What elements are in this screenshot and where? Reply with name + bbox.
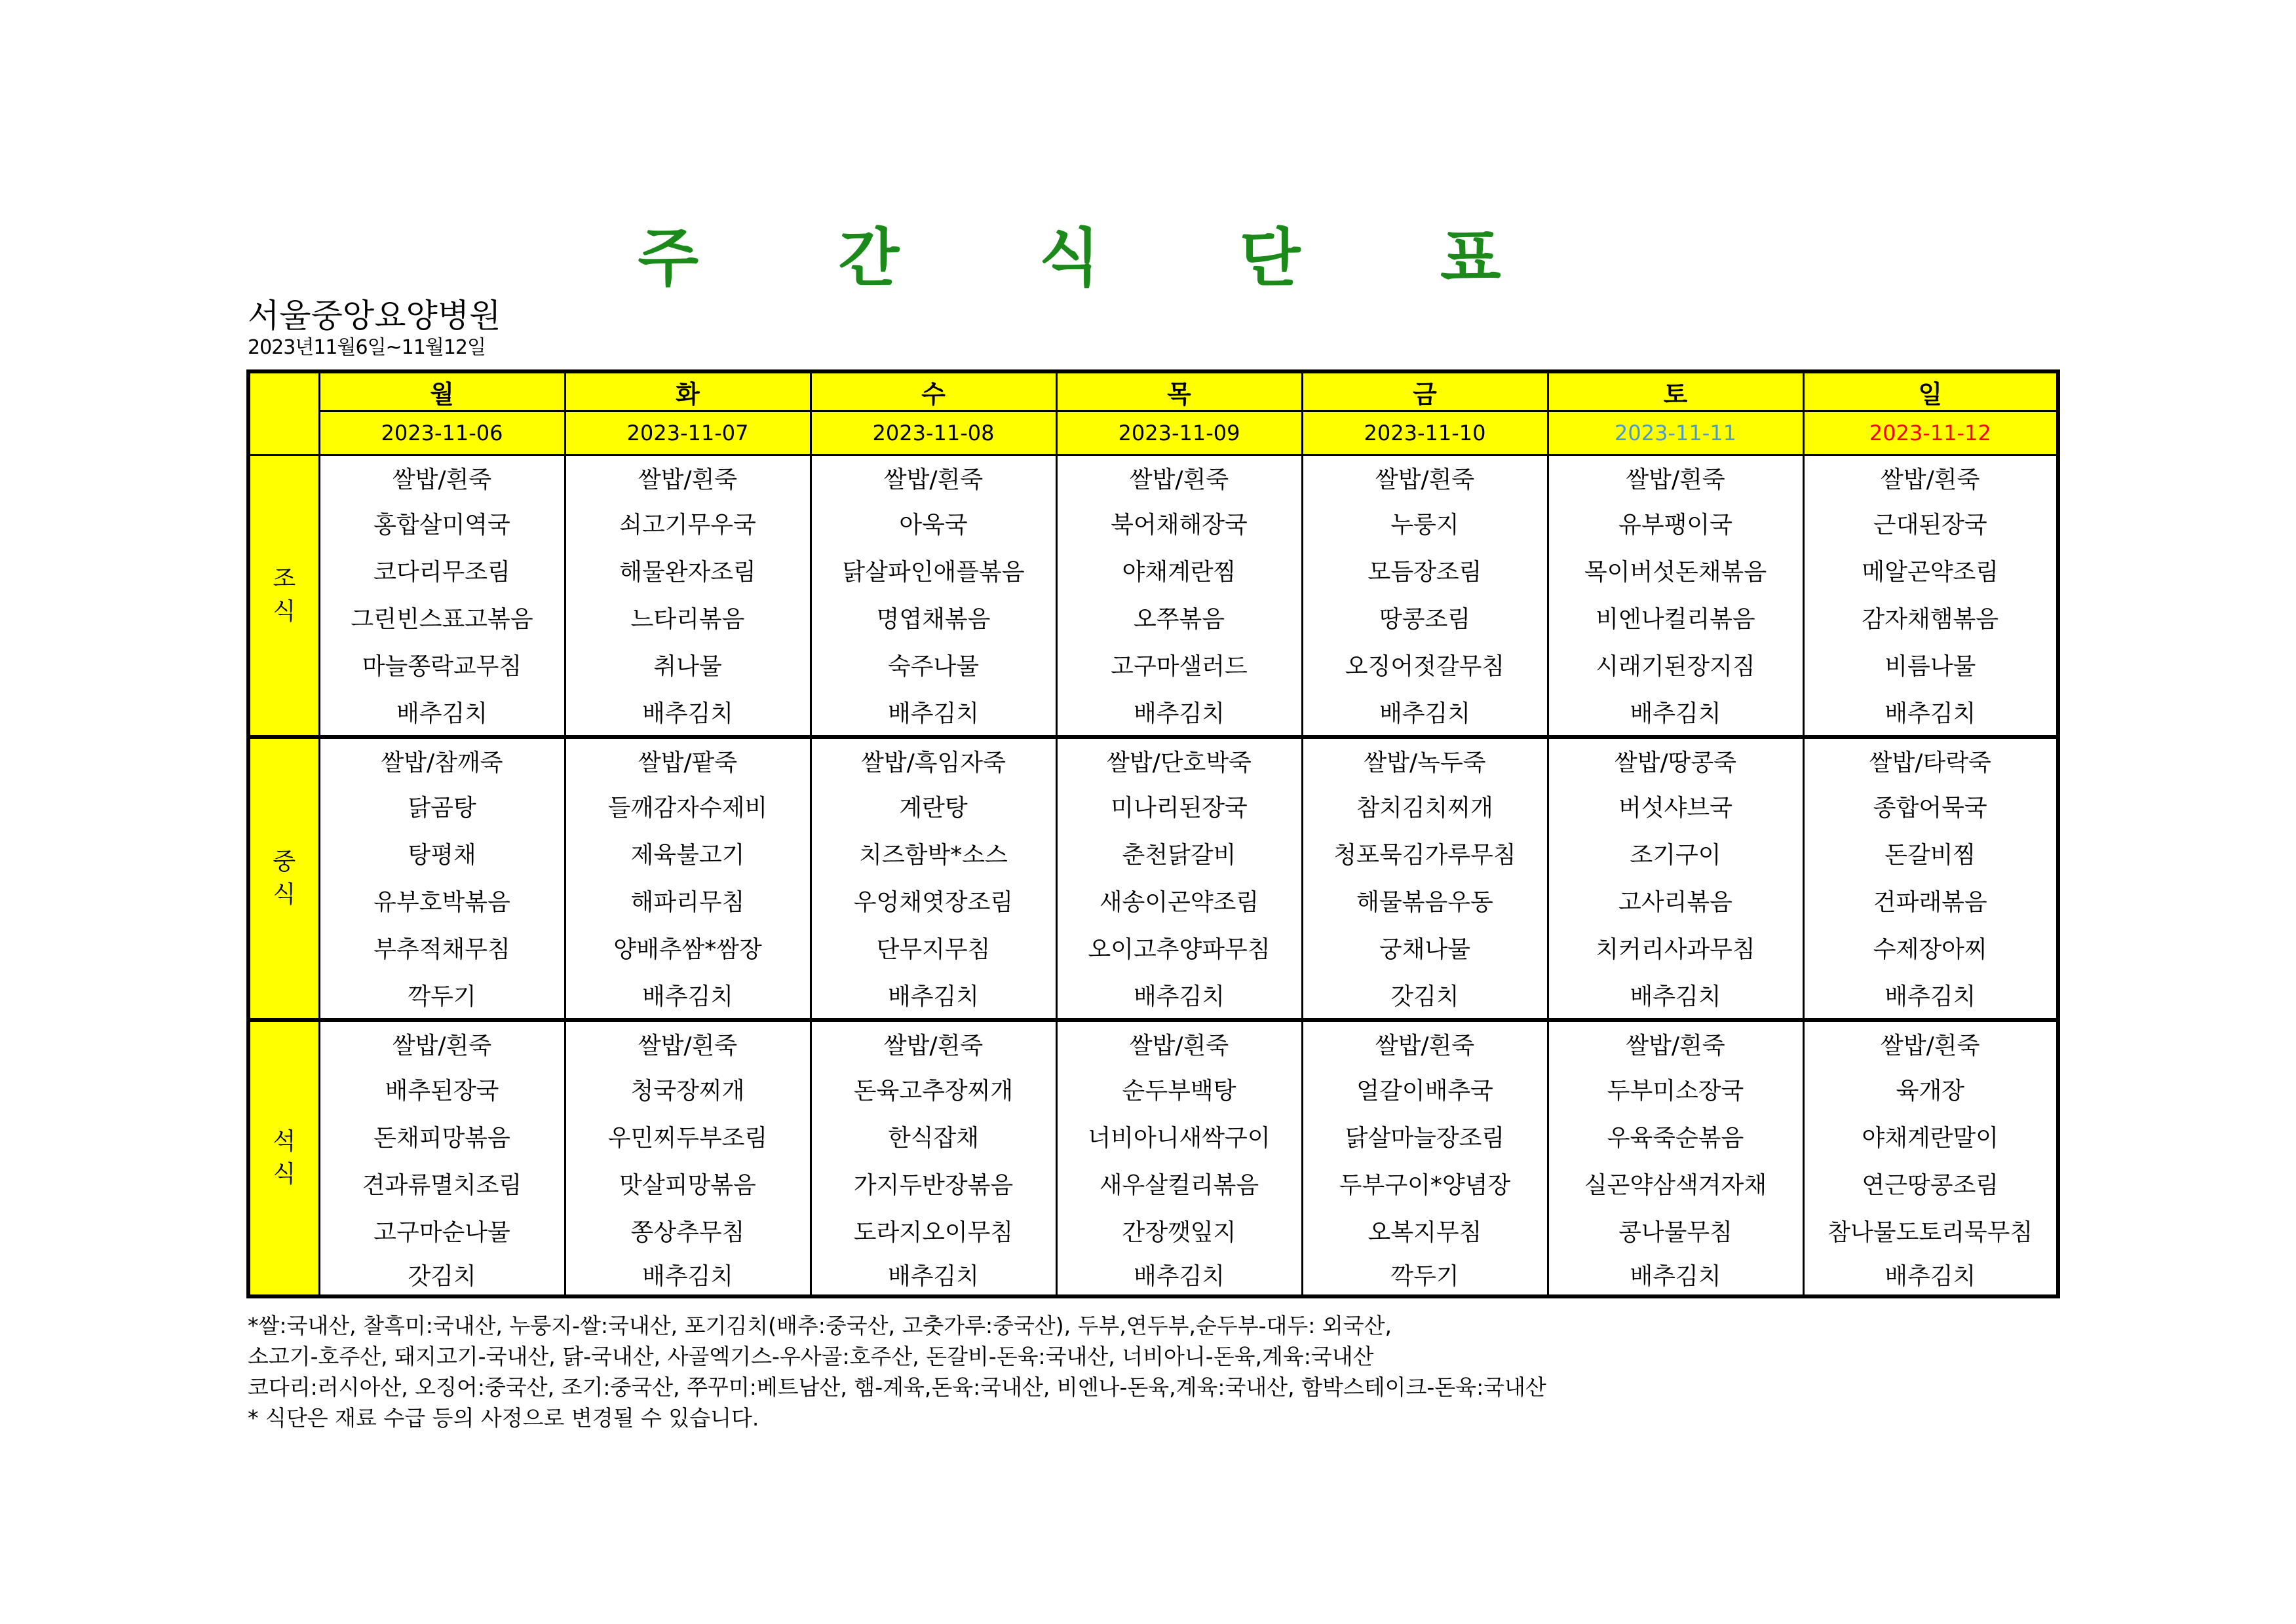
menu-item: 새송이곤약조림 xyxy=(1056,877,1302,924)
origin-note-line-2: 소고기-호주산, 돼지고기-국내산, 닭-국내산, 사골엑기스-우사골:호주산, 돈갈비-돈육:국내산, 너비아니-돈육,계육:국내산 xyxy=(248,1344,1374,1369)
menu-item: 계란탕 xyxy=(811,782,1056,829)
date-header: 2023-11-08 xyxy=(811,411,1056,455)
meal-label-text: 조 식 xyxy=(273,565,296,625)
menu-item: 배추김치 xyxy=(1548,971,1803,1020)
weekly-menu-table xyxy=(246,369,2060,1298)
menu-item: 고구마샐러드 xyxy=(1056,641,1302,688)
menu-item: 쌀밥/단호박죽 xyxy=(1056,737,1302,782)
menu-item: 배추김치 xyxy=(1056,971,1302,1020)
menu-item: 북어채해장국 xyxy=(1056,499,1302,546)
menu-item: 청포묵김가루무침 xyxy=(1302,829,1548,877)
menu-item: 쫑상추무침 xyxy=(565,1207,811,1254)
menu-item: 종합어묵국 xyxy=(1803,782,2058,829)
menu-item: 야채계란말이 xyxy=(1803,1112,2058,1160)
menu-item: 오복지무침 xyxy=(1302,1207,1548,1254)
menu-item: 유부팽이국 xyxy=(1548,499,1803,546)
menu-item: 해물완자조림 xyxy=(565,546,811,594)
date-header: 2023-11-07 xyxy=(565,411,811,455)
menu-item: 쌀밥/흰죽 xyxy=(565,455,811,500)
meal-label xyxy=(248,737,319,1020)
menu-item: 쌀밥/흰죽 xyxy=(319,455,565,500)
menu-item: 실곤약삼색겨자채 xyxy=(1548,1160,1803,1207)
menu-item: 쌀밥/흰죽 xyxy=(319,1020,565,1065)
menu-item: 들깨감자수제비 xyxy=(565,782,811,829)
menu-item: 땅콩조림 xyxy=(1302,594,1548,641)
menu-item: 건파래볶음 xyxy=(1803,877,2058,924)
menu-item: 배추김치 xyxy=(811,688,1056,737)
day-name-header: 화 xyxy=(565,371,811,411)
day-name-header: 토 xyxy=(1548,371,1803,411)
date-header: 2023-11-10 xyxy=(1302,411,1548,455)
page-title: 주 간 식 단 표 xyxy=(638,221,1560,295)
menu-item: 쌀밥/팥죽 xyxy=(565,737,811,782)
menu-item: 갓김치 xyxy=(1302,971,1548,1020)
menu-item: 닭살마늘장조림 xyxy=(1302,1112,1548,1160)
menu-item: 쌀밥/녹두죽 xyxy=(1302,737,1548,782)
menu-item: 쌀밥/흰죽 xyxy=(1803,455,2058,500)
menu-item: 버섯샤브국 xyxy=(1548,782,1803,829)
menu-item: 새우살컬리볶음 xyxy=(1056,1160,1302,1207)
menu-item: 조기구이 xyxy=(1548,829,1803,877)
menu-item: 오쭈볶음 xyxy=(1056,594,1302,641)
menu-item: 쌀밥/흰죽 xyxy=(1056,1020,1302,1065)
menu-item: 시래기된장지짐 xyxy=(1548,641,1803,688)
menu-item: 비엔나컬리볶음 xyxy=(1548,594,1803,641)
menu-item: 누룽지 xyxy=(1302,499,1548,546)
menu-item: 배추김치 xyxy=(811,971,1056,1020)
menu-item: 쌀밥/땅콩죽 xyxy=(1548,737,1803,782)
menu-item: 야채계란찜 xyxy=(1056,546,1302,594)
menu-item: 돈채피망볶음 xyxy=(319,1112,565,1160)
menu-item: 쌀밥/흰죽 xyxy=(1302,1020,1548,1065)
menu-item: 배추김치 xyxy=(1548,1254,1803,1296)
menu-item: 돈갈비찜 xyxy=(1803,829,2058,877)
menu-item: 배추김치 xyxy=(565,688,811,737)
menu-item: 연근땅콩조림 xyxy=(1803,1160,2058,1207)
menu-item: 쌀밥/흰죽 xyxy=(1302,455,1548,500)
menu-item: 근대된장국 xyxy=(1803,499,2058,546)
origin-note-line-3: 코다리:러시아산, 오징어:중국산, 조기:중국산, 쭈꾸미:베트남산, 햄-계육,돈육:국내산, 비엔나-돈육,계육:국내산, 함박스테이크-돈육:국내산 xyxy=(248,1374,1546,1400)
menu-item: 메알곤약조림 xyxy=(1803,546,2058,594)
meal-label xyxy=(248,1020,319,1296)
menu-item: 제육불고기 xyxy=(565,829,811,877)
menu-item: 감자채햄볶음 xyxy=(1803,594,2058,641)
menu-item: 홍합살미역국 xyxy=(319,499,565,546)
menu-item: 유부호박볶음 xyxy=(319,877,565,924)
menu-item: 배추김치 xyxy=(1548,688,1803,737)
menu-item: 양배추쌈*쌈장 xyxy=(565,924,811,971)
menu-item: 춘천닭갈비 xyxy=(1056,829,1302,877)
menu-item: 쌀밥/흰죽 xyxy=(1056,455,1302,500)
menu-item: 얼갈이배추국 xyxy=(1302,1065,1548,1112)
menu-item: 탕평채 xyxy=(319,829,565,877)
menu-item: 오이고추양파무침 xyxy=(1056,924,1302,971)
menu-item: 코다리무조림 xyxy=(319,546,565,594)
menu-item: 쌀밥/타락죽 xyxy=(1803,737,2058,782)
menu-item: 쌀밥/흰죽 xyxy=(811,455,1056,500)
meal-label-text: 중 식 xyxy=(273,848,296,908)
menu-item: 견과류멸치조림 xyxy=(319,1160,565,1207)
menu-item: 부추적채무침 xyxy=(319,924,565,971)
menu-item: 배추김치 xyxy=(565,971,811,1020)
menu-item: 쌀밥/참깨죽 xyxy=(319,737,565,782)
menu-item: 쌀밥/흑임자죽 xyxy=(811,737,1056,782)
header-corner xyxy=(248,371,319,455)
menu-item: 한식잡채 xyxy=(811,1112,1056,1160)
menu-item: 해물볶음우동 xyxy=(1302,877,1548,924)
menu-item: 도라지오이무침 xyxy=(811,1207,1056,1254)
menu-item: 목이버섯돈채볶음 xyxy=(1548,546,1803,594)
menu-item: 궁채나물 xyxy=(1302,924,1548,971)
menu-item: 맛살피망볶음 xyxy=(565,1160,811,1207)
menu-item: 닭곰탕 xyxy=(319,782,565,829)
origin-note-line-1: *쌀:국내산, 찰흑미:국내산, 누룽지-쌀:국내산, 포기김치(배추:중국산, 고춧가루:중국산), 두부,연두부,순두부-대두: 외국산, xyxy=(248,1313,1392,1338)
menu-item: 순두부백탕 xyxy=(1056,1065,1302,1112)
menu-item: 우민찌두부조림 xyxy=(565,1112,811,1160)
menu-item: 배추김치 xyxy=(1056,1254,1302,1296)
menu-item: 돈육고추장찌개 xyxy=(811,1065,1056,1112)
menu-item: 참치김치찌개 xyxy=(1302,782,1548,829)
day-name-header: 월 xyxy=(319,371,565,411)
menu-item: 청국장찌개 xyxy=(565,1065,811,1112)
menu-item: 오징어젓갈무침 xyxy=(1302,641,1548,688)
menu-change-notice: * 식단은 재료 수급 등의 사정으로 변경될 수 있습니다. xyxy=(248,1405,759,1431)
menu-item: 치커리사과무침 xyxy=(1548,924,1803,971)
menu-item: 간장깻잎지 xyxy=(1056,1207,1302,1254)
menu-item: 쌀밥/흰죽 xyxy=(1548,1020,1803,1065)
day-name-header: 수 xyxy=(811,371,1056,411)
menu-item: 아욱국 xyxy=(811,499,1056,546)
menu-item: 취나물 xyxy=(565,641,811,688)
date-header: 2023-11-12 xyxy=(1803,411,2058,455)
menu-item: 쌀밥/흰죽 xyxy=(1548,455,1803,500)
menu-item: 갓김치 xyxy=(319,1254,565,1296)
day-name-header: 목 xyxy=(1056,371,1302,411)
menu-item: 육개장 xyxy=(1803,1065,2058,1112)
menu-item: 단무지무침 xyxy=(811,924,1056,971)
menu-item: 콩나물무침 xyxy=(1548,1207,1803,1254)
menu-item: 두부구이*양념장 xyxy=(1302,1160,1548,1207)
menu-item: 우육죽순볶음 xyxy=(1548,1112,1803,1160)
organization-name: 서울중앙요양병원 xyxy=(248,297,501,335)
menu-item: 느타리볶음 xyxy=(565,594,811,641)
date-header: 2023-11-11 xyxy=(1548,411,1803,455)
menu-item: 배추김치 xyxy=(1056,688,1302,737)
menu-item: 가지두반장볶음 xyxy=(811,1160,1056,1207)
menu-item: 배추김치 xyxy=(811,1254,1056,1296)
menu-item: 깍두기 xyxy=(319,971,565,1020)
menu-item: 너비아니새싹구이 xyxy=(1056,1112,1302,1160)
menu-item: 배추김치 xyxy=(319,688,565,737)
menu-item: 쌀밥/흰죽 xyxy=(1803,1020,2058,1065)
menu-item: 수제장아찌 xyxy=(1803,924,2058,971)
menu-item: 모듬장조림 xyxy=(1302,546,1548,594)
menu-item: 마늘쫑락교무침 xyxy=(319,641,565,688)
menu-item: 해파리무침 xyxy=(565,877,811,924)
meal-label xyxy=(248,455,319,738)
menu-item: 명엽채볶음 xyxy=(811,594,1056,641)
menu-item: 쇠고기무우국 xyxy=(565,499,811,546)
meal-label-text: 석 식 xyxy=(273,1128,296,1188)
menu-item: 배추김치 xyxy=(565,1254,811,1296)
menu-item: 숙주나물 xyxy=(811,641,1056,688)
menu-item: 비름나물 xyxy=(1803,641,2058,688)
menu-item: 고구마순나물 xyxy=(319,1207,565,1254)
day-name-header: 금 xyxy=(1302,371,1548,411)
menu-item: 쌀밥/흰죽 xyxy=(811,1020,1056,1065)
menu-period: 2023년11월6일~11월12일 xyxy=(248,336,486,359)
menu-item: 배추김치 xyxy=(1803,688,2058,737)
date-header: 2023-11-09 xyxy=(1056,411,1302,455)
day-name-header: 일 xyxy=(1803,371,2058,411)
menu-item: 배추된장국 xyxy=(319,1065,565,1112)
menu-item: 배추김치 xyxy=(1803,1254,2058,1296)
menu-item: 미나리된장국 xyxy=(1056,782,1302,829)
menu-item: 닭살파인애플볶음 xyxy=(811,546,1056,594)
menu-item: 그린빈스표고볶음 xyxy=(319,594,565,641)
menu-item: 고사리볶음 xyxy=(1548,877,1803,924)
menu-item: 깍두기 xyxy=(1302,1254,1548,1296)
menu-item: 쌀밥/흰죽 xyxy=(565,1020,811,1065)
menu-item: 배추김치 xyxy=(1302,688,1548,737)
menu-item: 치즈함박*소스 xyxy=(811,829,1056,877)
date-header: 2023-11-06 xyxy=(319,411,565,455)
menu-item: 참나물도토리묵무침 xyxy=(1803,1207,2058,1254)
menu-item: 두부미소장국 xyxy=(1548,1065,1803,1112)
menu-item: 우엉채엿장조림 xyxy=(811,877,1056,924)
menu-item: 배추김치 xyxy=(1803,971,2058,1020)
